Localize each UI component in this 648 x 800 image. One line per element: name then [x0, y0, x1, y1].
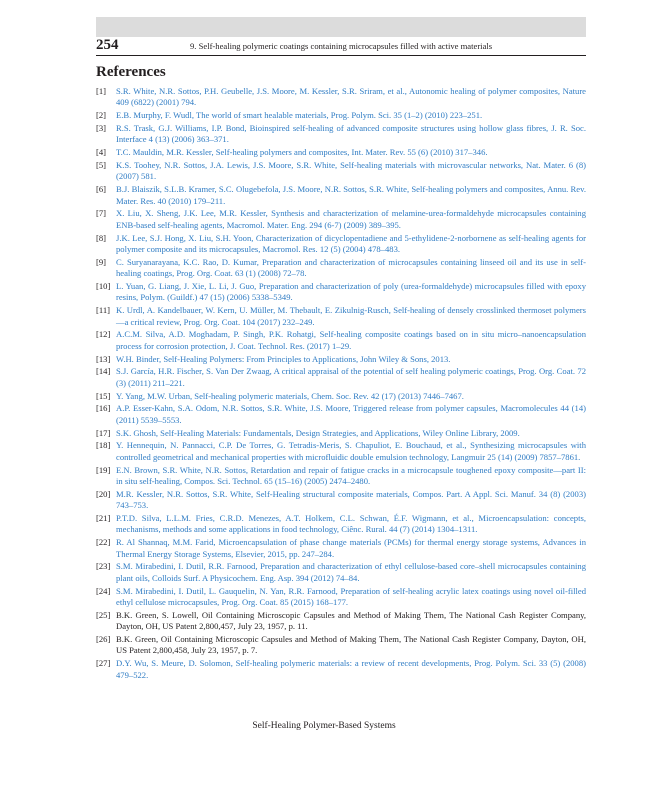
reference-item — [96, 208, 586, 231]
reference-item — [96, 110, 586, 121]
page-footer: Self-Healing Polymer-Based Systems — [252, 721, 396, 731]
reference-link[interactable]: Y. Yang, M.W. Urban, Self-healing polymeric materials, Chem. Soc. Rev. 42 (17) (2013) 7446–7467. — [116, 390, 464, 401]
reference-number: [1] — [96, 86, 107, 96]
reference-item — [96, 403, 586, 426]
reference-item — [96, 147, 586, 158]
reference-link[interactable]: A.C.M. Silva, A.D. Moghadam, P. Singh, P.K. Rohatgi, Self-healing composite coatings based on in situ micro–nanoencapsulation process for corrosion protection, J. Coat. Technol. Res. (2017) 1–29. — [116, 329, 586, 351]
reference-item — [96, 561, 586, 584]
reference-link[interactable]: S.J. García, H.R. Fischer, S. Van Der Zwaag, A critical appraisal of the potential of self healing polymeric coatings, Prog. Org. Coat. 72 (3) (2011) 211–221. — [116, 366, 586, 388]
reference-number: [20] — [96, 488, 111, 499]
reference-number: [24] — [96, 585, 111, 596]
running-title: 9. Self-healing polymeric coatings containing microcapsules filled with active materials — [190, 41, 493, 51]
reference-number: [3] — [96, 123, 107, 134]
reference-item — [96, 489, 586, 512]
reference-item — [96, 233, 586, 256]
reference-item — [96, 184, 586, 207]
reference-number: [25] — [96, 609, 111, 620]
reference-link[interactable]: E.B. Murphy, F. Wudl, The world of smart healable materials, Prog. Polym. Sci. 35 (1–2) (2010) 223–251. — [116, 110, 483, 121]
reference-item — [96, 391, 586, 402]
reference-number: [15] — [96, 390, 111, 401]
reference-link[interactable]: S.R. White, N.R. Sottos, P.H. Geubelle, J.S. Moore, M. Kessler, S.R. Sriram, et al., Autonomic healing of polymer composites, Nature 409 (6822) (2001) 794. — [116, 86, 586, 108]
reference-number: [11] — [96, 305, 110, 316]
reference-link[interactable]: S.K. Ghosh, Self-Healing Materials: Fundamentals, Design Strategies, and Applications, Wiley Online Library, 2009. — [116, 427, 520, 438]
reference-number: [18] — [96, 440, 111, 451]
reference-link[interactable]: M.R. Kessler, N.R. Sottos, S.R. White, Self-Healing structural composite materials, Compos. Part. A Appl. Sci. Manuf. 34 (8) (2003) 743–753. — [116, 488, 586, 511]
reference-number: [19] — [96, 464, 111, 475]
reference-link[interactable]: Y. Hennequin, N. Pannacci, C.P. De Torres, G. Tetradis-Meris, S. Chapuliot, E. Bouchaud, et al., Synthesizing microcapsules with controlled geometrical and mechanical properties with microfluidic double emulsion technology, Langmuir 25 (14) (2009) 7857–7861. — [116, 440, 586, 462]
reference-link[interactable]: W.H. Binder, Self-Healing Polymers: From Principles to Applications, John Wiley & Sons, 2013. — [116, 353, 451, 364]
reference-item — [96, 281, 586, 304]
reference-number: [27] — [96, 658, 111, 669]
reference-link[interactable]: X. Liu, X. Sheng, J.K. Lee, M.R. Kessler, Synthesis and characterization of melamine-urea-formaldehyde microcapsules containing ENB-based self-healing agents, Macromol. Mater. Eng. 294 (6-7) (2009) 389–395. — [116, 208, 586, 230]
reference-link[interactable]: L. Yuan, G. Liang, J. Xie, L. Li, J. Guo, Preparation and characterization of poly (urea-formaldehyde) microcapsules filled with epoxy resins, Polym. (Guildf.) 47 (15) (2006) 5338–5349. — [116, 281, 586, 303]
reference-item — [96, 513, 586, 536]
reference-link[interactable]: K.S. Toohey, N.R. Sottos, J.A. Lewis, J.S. Moore, S.R. White, Self-healing materials with microvascular networks, Nat. Mater. 6 (8) (2007) 581. — [116, 160, 586, 182]
reference-number: [16] — [96, 403, 111, 414]
reference-number: [5] — [96, 160, 107, 171]
reference-number: [13] — [96, 353, 111, 364]
reference-link[interactable]: R.S. Trask, G.J. Williams, I.P. Bond, Bioinspired self-healing of advanced composite structures using hollow glass fibres, J. R. Soc. Interface 4 (13) (2006) 363–371. — [116, 123, 586, 145]
reference-item — [96, 465, 586, 488]
reference-item — [96, 257, 586, 280]
reference-number: [9] — [96, 256, 107, 267]
reference-link[interactable]: E.N. Brown, S.R. White, N.R. Sottos, Retardation and repair of fatigue cracks in a microcapsule toughened epoxy composite—part II: in situ self-healing, Compos. Sci. Technol. 65 (15–16) (2005) 2474–2480. — [116, 464, 586, 486]
reference-item — [96, 366, 586, 389]
reference-number: [2] — [96, 110, 107, 121]
reference-item — [96, 86, 586, 109]
header-bar — [96, 17, 586, 37]
header-divider — [96, 55, 586, 56]
reference-number: [10] — [96, 281, 111, 291]
section-title: References — [96, 64, 166, 80]
reference-item — [96, 329, 586, 352]
reference-text: B.K. Green, S. Lowell, Oil Containing Microscopic Capsules and Method of Making Them, The National Cash Register Company, Dayton, OH, US Patent 2,800,457, July 23, 1957, p. 11. — [116, 609, 586, 632]
reference-item — [96, 354, 586, 365]
reference-link[interactable]: S.M. Mirabedini, I. Dutil, R.R. Farnood, Preparation and characterization of ethyl cellulose-based core–shell microcapsules containing plant oils, Colloids Surf. A Physicochem. Eng. Asp. 394 (2012) 74–84. — [116, 561, 586, 583]
reference-link[interactable]: D.Y. Wu, S. Meure, D. Solomon, Self-healing polymeric materials: a review of recent developments, Prog. Polym. Sci. 33 (5) (2008) 479–522. — [116, 658, 586, 680]
reference-item — [96, 658, 586, 681]
reference-link[interactable]: S.M. Mirabedini, I. Dutil, L. Gauquelin, N. Yan, R.R. Farnood, Preparation of self-healing acrylic latex coatings using novel oil-filled ethyl cellulose microcapsules, Prog. Org. Coat. 85 (2015) 168–177. — [116, 585, 586, 607]
reference-link[interactable]: R. Al Shannaq, M.M. Farid, Microencapsulation of phase change materials (PCMs) for thermal energy storage systems, Advances in Thermal Energy Storage Systems, Elsevier, 2015, pp. 247–284. — [116, 537, 586, 559]
reference-number: [23] — [96, 561, 111, 572]
reference-number: [26] — [96, 633, 111, 644]
reference-item — [96, 160, 586, 183]
reference-link[interactable]: J.K. Lee, S.J. Hong, X. Liu, S.H. Yoon, Characterization of dicyclopentadiene and 5-ethylidene-2-norbornene as self-healing agents for polymer composite and its microcapsules, Macromol. Res. 12 (5) (2004) 478–483. — [116, 232, 586, 254]
reference-item — [96, 305, 586, 328]
reference-link[interactable]: B.J. Blaiszik, S.L.B. Kramer, S.C. Olugebefola, J.S. Moore, N.R. Sottos, S.R. White, Self-healing polymers and composites, Annu. Rev. Mater. Res. 40 (2010) 179–211. — [116, 184, 586, 206]
reference-number: [17] — [96, 427, 111, 438]
reference-item — [96, 428, 586, 439]
reference-number: [4] — [96, 147, 107, 158]
reference-text: B.K. Green, Oil Containing Microscopic Capsules and Method of Making Them, The National Cash Register Company, Dayton, OH, US Patent 2,800,458, July 23, 1957, p. 7. — [116, 633, 586, 656]
reference-link[interactable]: C. Suryanarayana, K.C. Rao, D. Kumar, Preparation and characterization of microcapsules containing linseed oil and its use in self-healing coatings, Prog. Org. Coat. 63 (1) (2008) 72–78. — [116, 256, 586, 279]
reference-number: [22] — [96, 537, 111, 548]
reference-item — [96, 537, 586, 560]
reference-link[interactable]: A.P. Esser-Kahn, S.A. Odom, N.R. Sottos, S.R. White, J.S. Moore, Triggered release from polymer capsules, Macromolecules 44 (14) (2011) 5539–5553. — [116, 403, 586, 425]
reference-item — [96, 634, 586, 657]
reference-link[interactable]: T.C. Mauldin, M.R. Kessler, Self-healing polymers and composites, Int. Mater. Rev. 55 (6) (2010) 317–346. — [116, 147, 488, 158]
reference-item — [96, 586, 586, 609]
reference-number: [7] — [96, 208, 107, 219]
reference-number: [8] — [96, 232, 107, 243]
reference-list — [96, 86, 586, 682]
reference-item — [96, 123, 586, 146]
reference-item — [96, 440, 586, 463]
reference-link[interactable]: K. Urdl, A. Kandelbauer, W. Kern, U. Müller, M. Thebault, E. Zikulnig-Rusch, Self-healing of densely crosslinked thermoset polymers—a critical review, Prog. Org. Coat. 104 (2017) 232–249. — [116, 305, 586, 327]
reference-link[interactable]: P.T.D. Silva, L.L.M. Fries, C.R.D. Menezes, A.T. Holkem, C.L. Schwan, É.F. Wigmann, et al., Microencapsulation: concepts, mechanisms, methods and some applications in food technology, Ciênc. Rural. 44 (7) (2014) 1304–1311. — [116, 513, 586, 535]
reference-number: [6] — [96, 184, 107, 195]
reference-number: [14] — [96, 366, 111, 377]
page-number: 254 — [96, 37, 119, 53]
reference-number: [12] — [96, 329, 111, 340]
reference-number: [21] — [96, 513, 111, 524]
reference-item — [96, 610, 586, 633]
